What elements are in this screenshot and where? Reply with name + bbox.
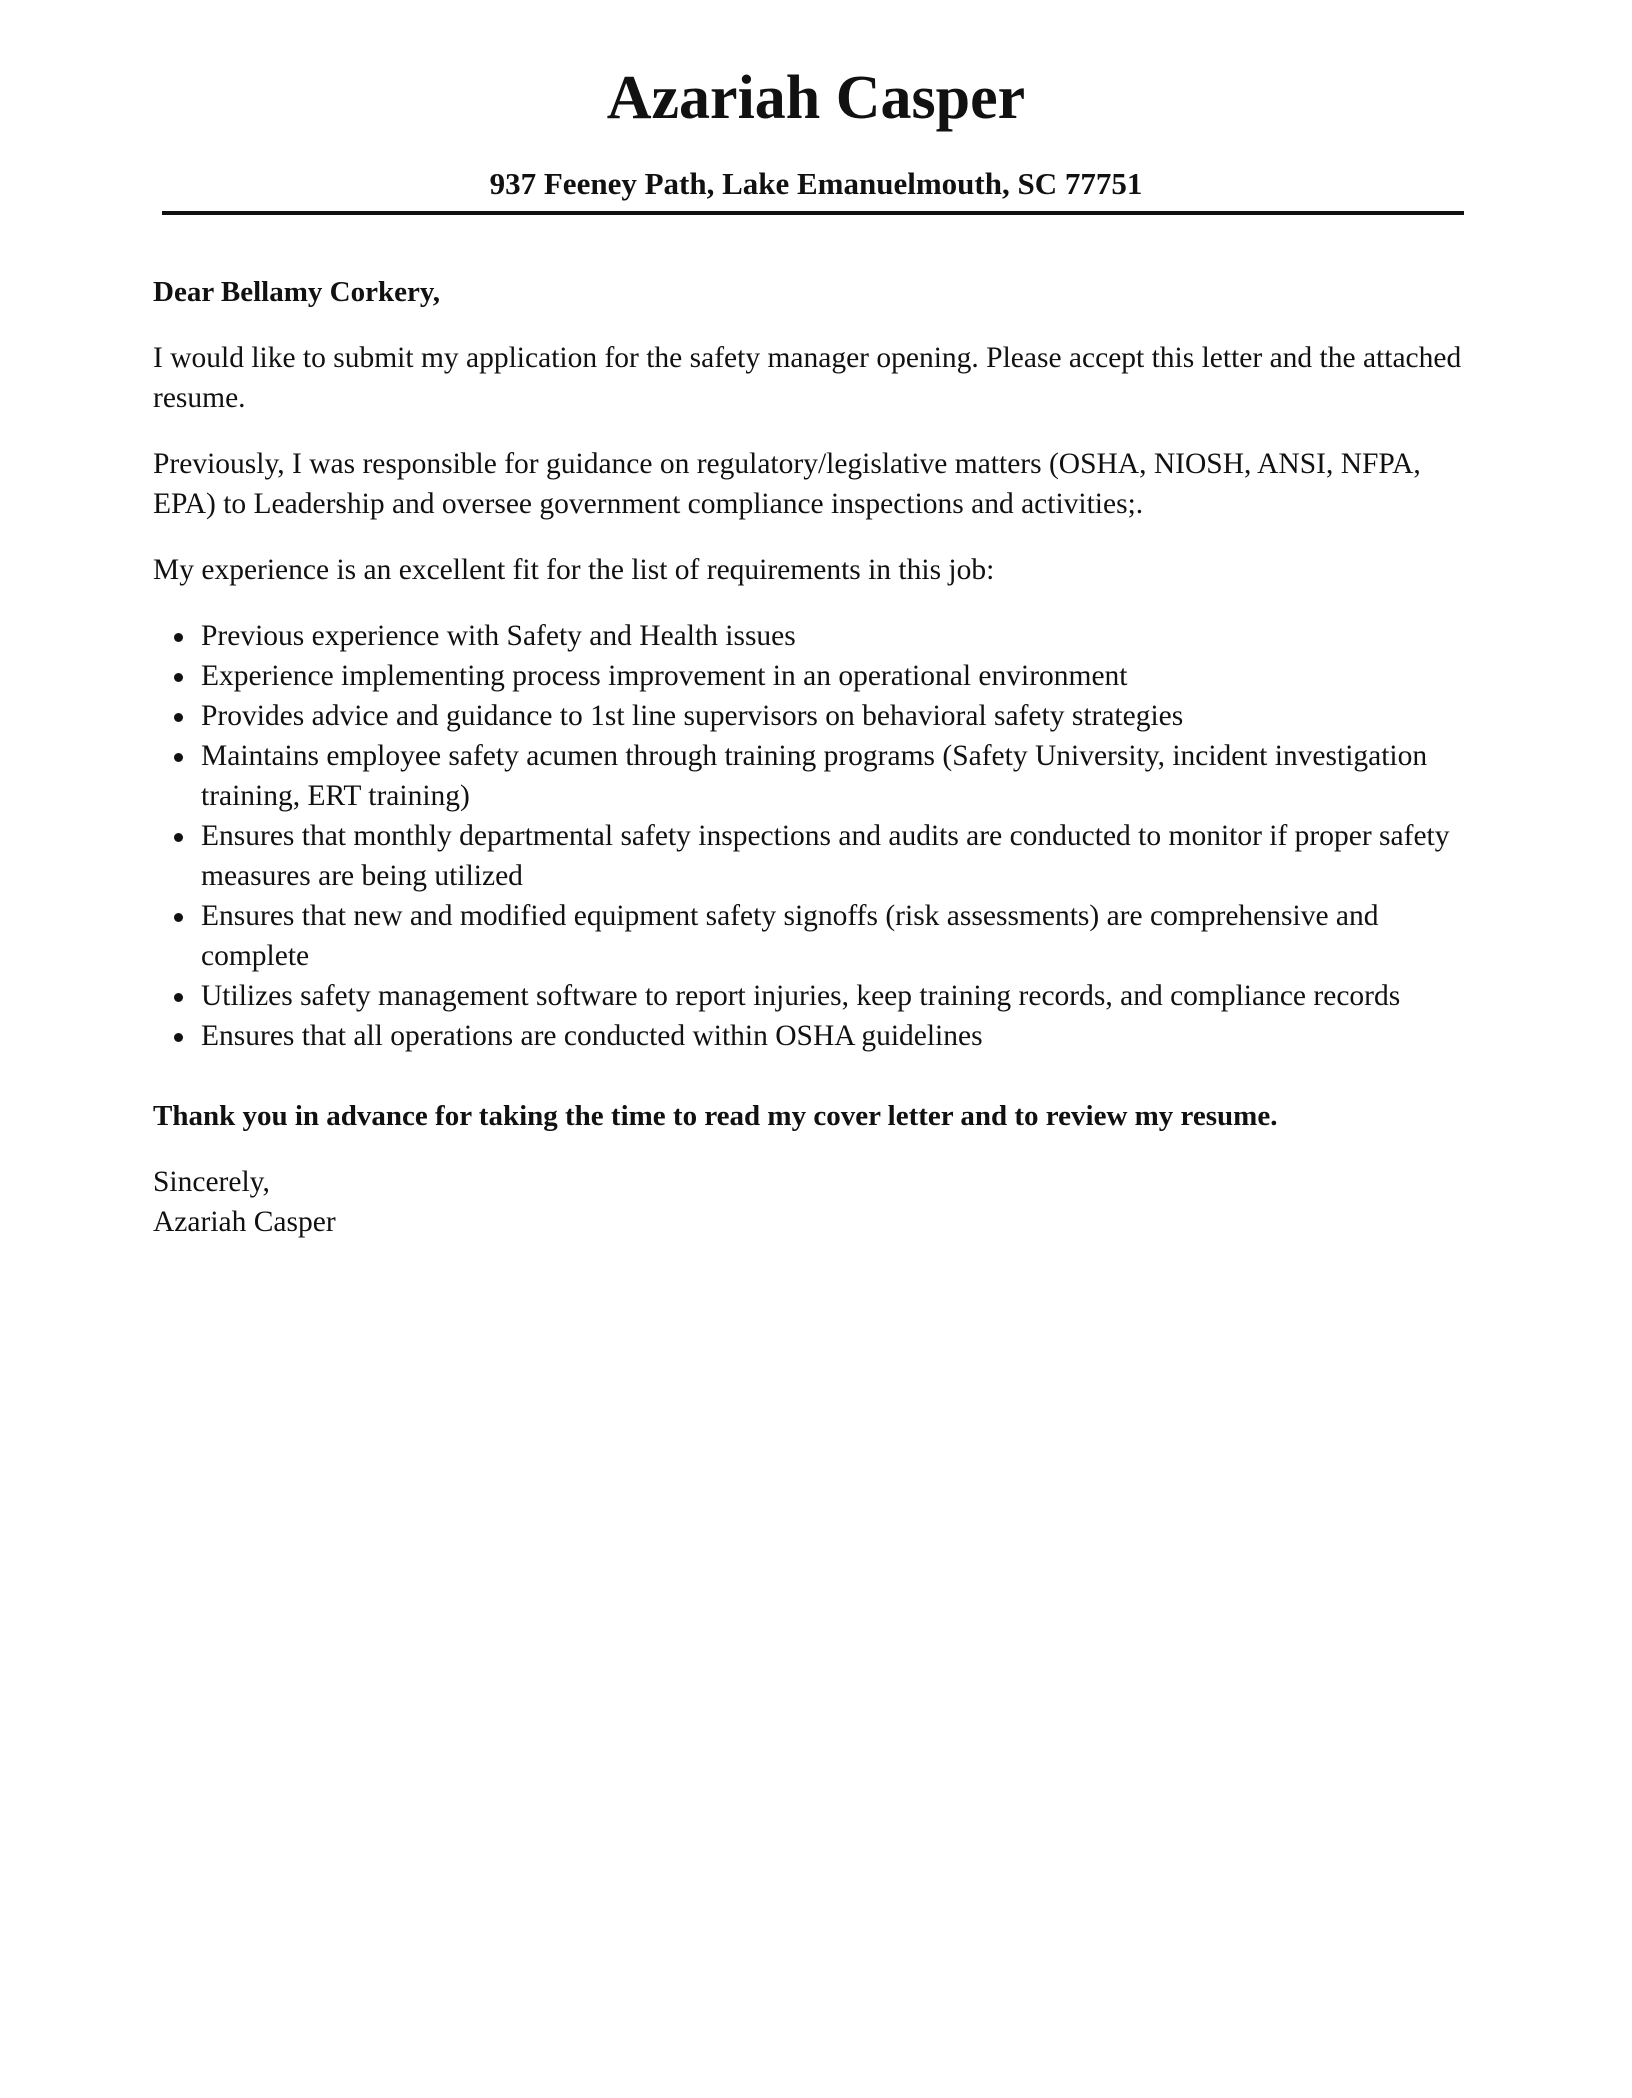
list-item xyxy=(201,656,1473,696)
greeting: Dear Bellamy Corkery, xyxy=(153,276,440,308)
list-item-text: Ensures that monthly departmental safety inspections and audits are conducted to monitor if proper safety measures are being utilized xyxy=(201,820,1450,892)
list-item xyxy=(201,896,1473,976)
list-item-text: Utilizes safety management software to report injuries, keep training records, and compliance records xyxy=(201,980,1401,1012)
bullet-icon xyxy=(174,633,183,642)
applicant-name: Azariah Casper xyxy=(606,64,1026,132)
list-item xyxy=(201,976,1473,1016)
list-item xyxy=(201,736,1473,816)
list-item-text: Provides advice and guidance to 1st line supervisors on behavioral safety strategies xyxy=(201,700,1184,732)
bullet-icon xyxy=(174,753,183,762)
list-item xyxy=(201,616,1473,656)
list-item-text: Ensures that new and modified equipment safety signoffs (risk assessments) are comprehensive and complete xyxy=(201,900,1379,972)
list-item-text: Ensures that all operations are conducted within OSHA guidelines xyxy=(201,1020,983,1052)
bullet-icon xyxy=(174,1033,183,1042)
requirements-intro: My experience is an excellent fit for the list of requirements in this job: xyxy=(153,554,995,586)
list-item xyxy=(201,816,1473,896)
bullet-icon xyxy=(174,673,183,682)
list-item xyxy=(201,1016,1473,1056)
list-item-text: Previous experience with Safety and Health issues xyxy=(201,620,796,652)
signature-name: Azariah Casper xyxy=(153,1206,336,1238)
list-item-text: Experience implementing process improvement in an operational environment xyxy=(201,660,1128,692)
intro-paragraph: I would like to submit my application for the safety manager opening. Please accept this letter and the attached resume. xyxy=(153,342,1462,414)
applicant-address: 937 Feeney Path, Lake Emanuelmouth, SC 77751 xyxy=(489,166,1143,201)
header-divider xyxy=(162,211,1464,215)
bullet-icon xyxy=(174,713,183,722)
bullet-icon xyxy=(174,913,183,922)
requirements-list xyxy=(153,616,1473,1056)
closing-paragraph: Thank you in advance for taking the time to read my cover letter and to review my resume. xyxy=(153,1100,1278,1132)
list-item-text: Maintains employee safety acumen through training programs (Safety University, incident investigation training, ERT training) xyxy=(201,740,1428,812)
experience-paragraph: Previously, I was responsible for guidance on regulatory/legislative matters (OSHA, NIOSH, ANSI, NFPA, EPA) to Leadership and oversee government compliance inspections and activities;. xyxy=(153,448,1421,520)
bullet-icon xyxy=(174,833,183,842)
signoff: Sincerely, xyxy=(153,1166,270,1198)
bullet-icon xyxy=(174,993,183,1002)
letter-body xyxy=(153,272,1473,1242)
list-item xyxy=(201,696,1473,736)
